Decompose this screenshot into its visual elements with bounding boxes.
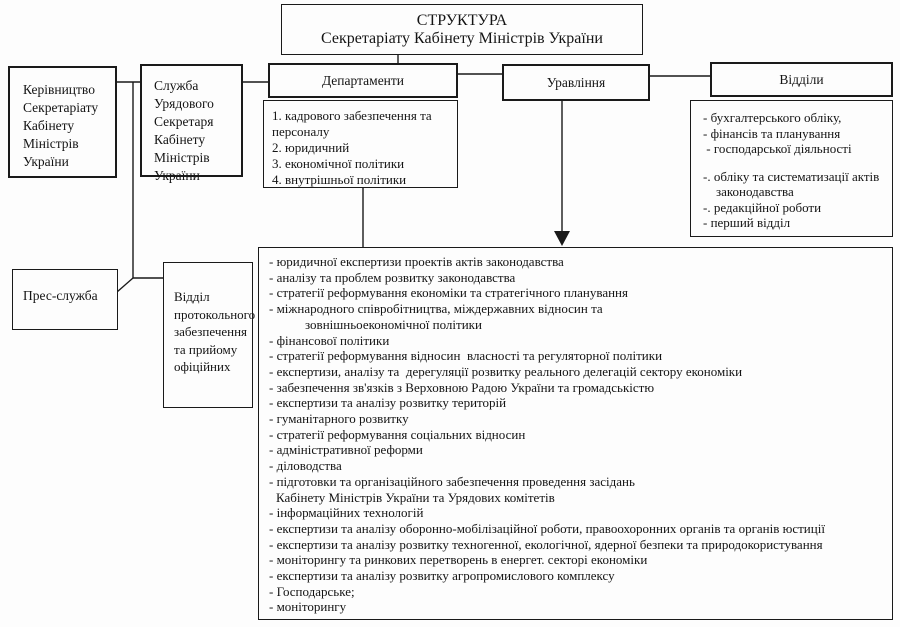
list-item: - гуманітарного розвитку [269,411,409,427]
list-item: -. обліку та систематизації актів законодавства [703,168,883,199]
departments-list-box [263,100,458,188]
upravlinnya-header-box [502,64,650,101]
list-item: - інформаційних технологій [269,505,424,521]
list-item: - забезпечення зв'язків з Верховною Радою України та громадськістю [269,379,655,395]
list-item: - стратегії реформування соціальних відносин [269,426,526,442]
leadership-box [8,66,117,178]
functions-list-box [258,247,893,620]
list-item: - стратегії реформування відносин власності та регуляторної політики [269,348,663,364]
arrowhead-down-icon [554,231,570,246]
list-item-continuation: Кабінету Міністрів України та Урядових комітетів [276,489,555,505]
list-item: - стратегії реформування економіки та стратегічного планування [269,285,628,301]
list-item: - підготовки та організаційного забезпечення проведення засідань [269,473,635,489]
press-service-box [12,269,118,330]
list-item: - аналізу та проблем розвитку законодавства [269,269,516,285]
title-line1: СТРУКТУРА [416,12,508,29]
protocol-dept-box [163,262,256,408]
list-item-continuation: зовнішньоекономічної політики [305,316,482,332]
press-service-label: Прес-служба [23,288,98,303]
upravlinnya-header-label: Уравління [546,75,606,90]
list-item: - моніторингу та ринкових перетворень в енергет. секторі економіки [269,552,648,568]
leadership-label: Керівництво Секретаріату Кабінету Міністрів України [23,82,99,169]
list-item: 3. економічної політики [272,156,405,171]
viddily-header-box [710,62,893,97]
list-item: - бухгалтерського обліку, [703,110,842,125]
list-item: - експертизи, аналізу та дерегуляції розвитку реального делегацій сектору економіки [269,363,743,379]
list-item: - Господарське; [269,583,355,599]
departments-header-box [268,63,458,98]
viddily-list-box [690,100,893,237]
list-item: - експертизи та аналізу розвитку техногенної, екологічної, ядерної безпеки та природокористування [269,536,823,552]
list-item: - фінансів та планування [703,125,841,141]
list-item: - фінансової політики [269,332,390,348]
secretary-service-label: Служба Урядового Секретаря Кабінету Міністрів України [154,78,214,183]
title-line2: Секретаріату Кабінету Міністрів України [321,30,603,47]
viddily-header-label: Відділи [779,72,824,87]
list-item: - міжнародного співробітництва, міждержавних відносин та [269,301,603,317]
list-item: -. редакційної роботи [703,199,822,215]
list-item: 1. кадрового забезпечення та персоналу [272,108,432,139]
protocol-dept-label: Відділ протокольного забезпечення та прийому офіційних [174,289,256,375]
list-item: - експертизи та аналізу розвитку територій [269,395,507,411]
list-gap [703,157,890,169]
connector-branch-press [117,278,133,292]
list-item: - господарської діяльності [703,141,852,156]
list-item: - адміністративної реформи [269,442,423,458]
list-item: - експертизи та аналізу розвитку агропромислового комплексу [269,568,615,584]
list-item: - юридичної експертизи проектів актів законодавства [269,254,564,269]
list-item: 4. внутрішньої політики [272,172,407,187]
secretary-service-box [140,64,243,183]
title-box [281,4,643,55]
list-item: 2. юридичний [272,140,350,155]
list-item: - моніторингу [269,599,347,615]
departments-header-label: Департаменти [321,73,405,88]
list-item: - експертизи та аналізу оборонно-мобілізаційної роботи, правоохоронних органів та органів юстиції [269,520,825,536]
list-item: - перший відділ [703,215,791,230]
list-item: - діловодства [269,458,342,474]
